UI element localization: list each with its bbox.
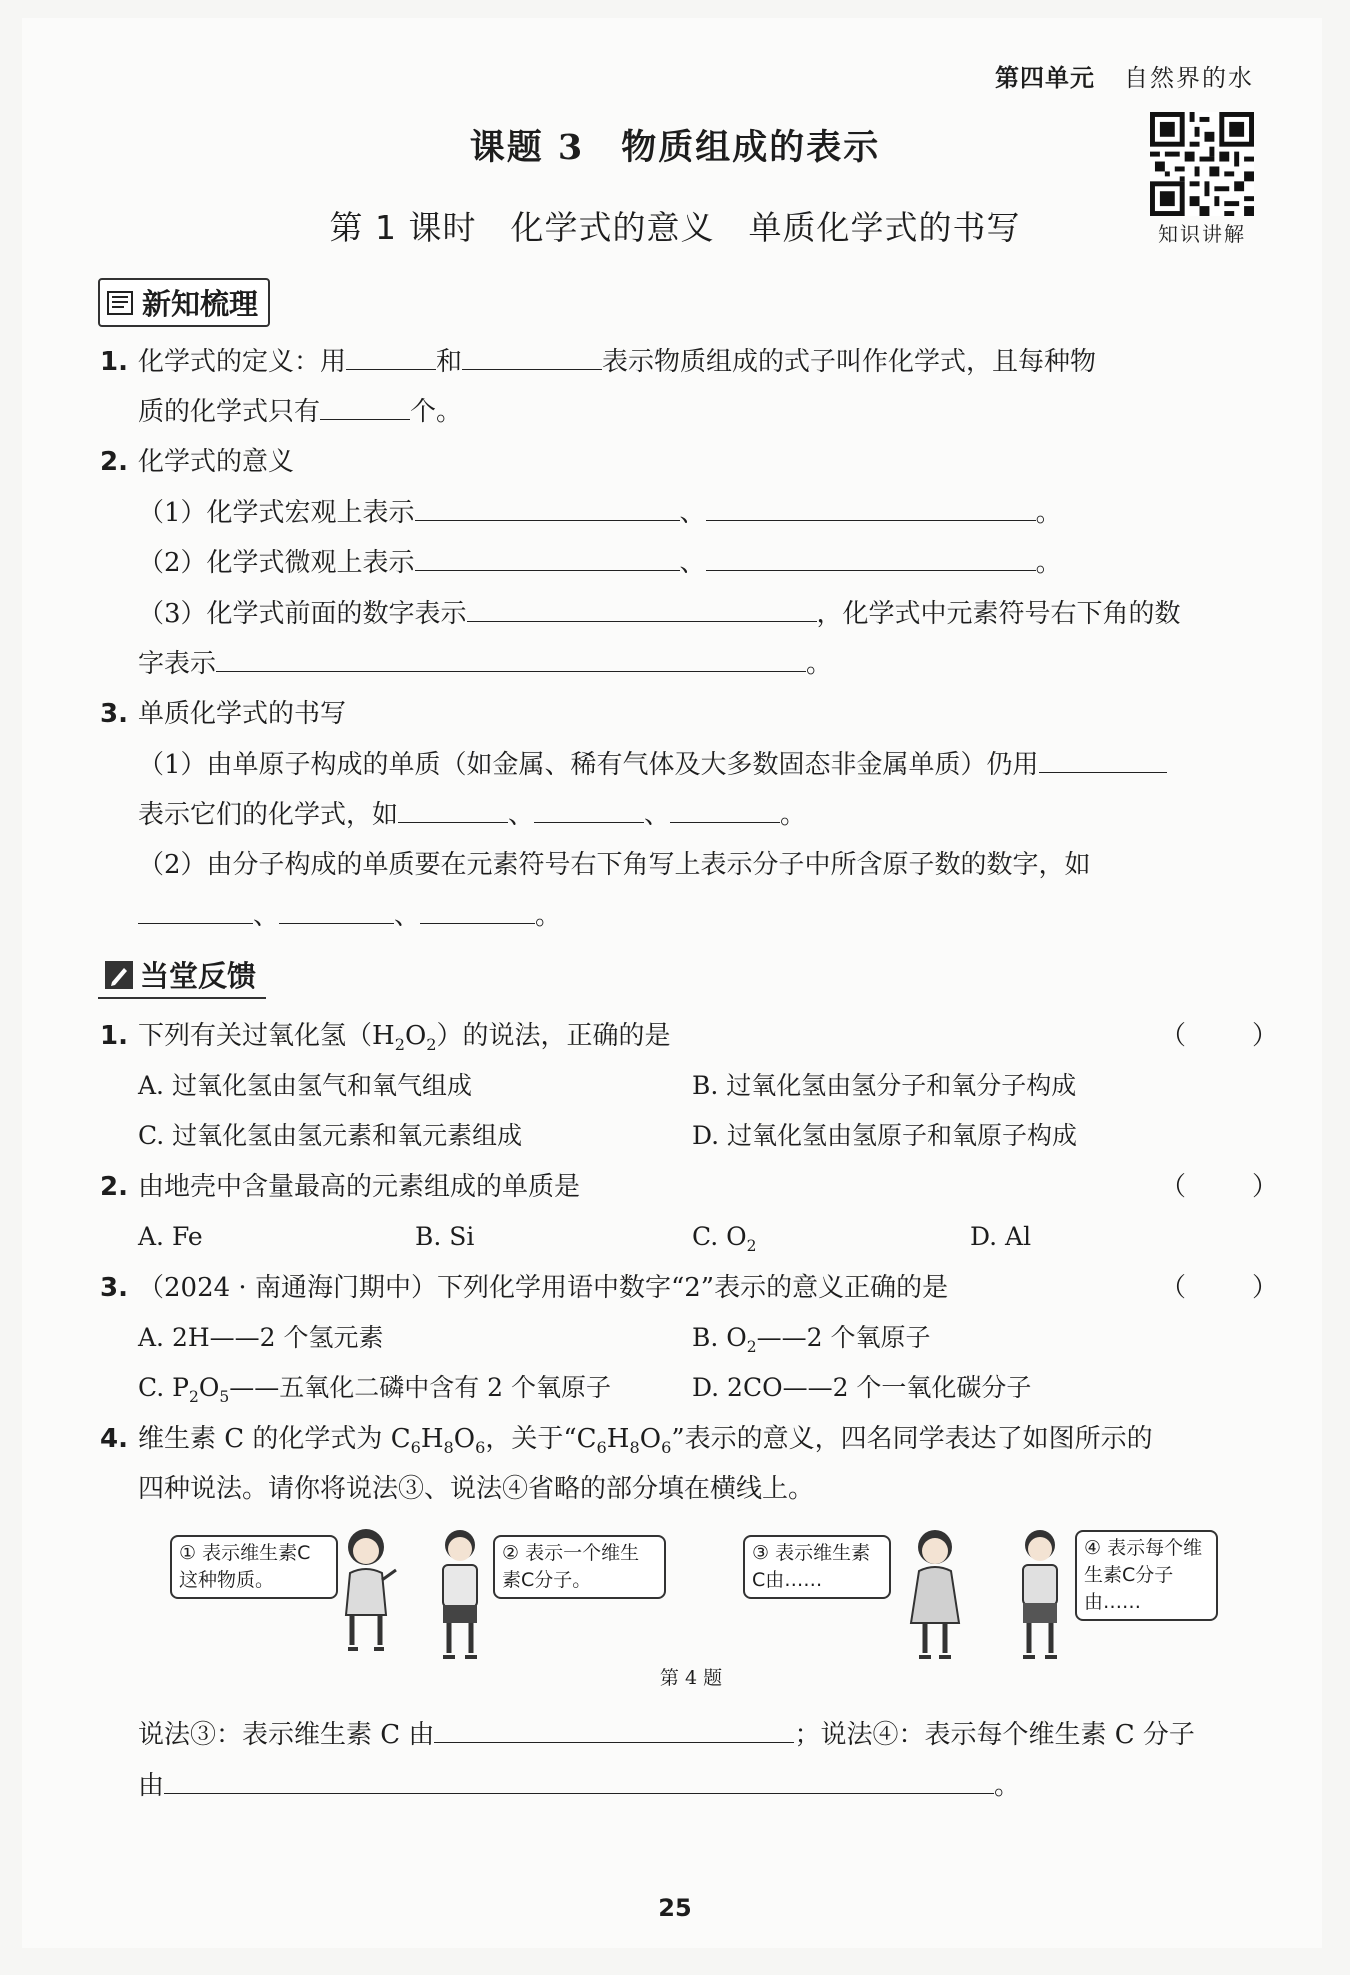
text: 维生素 C 的化学式为 C xyxy=(138,1424,411,1454)
section-title: 当堂反馈 xyxy=(140,959,257,993)
subscript: 2 xyxy=(426,1035,437,1055)
text: B. O xyxy=(692,1323,747,1352)
question-1-line-1 xyxy=(100,341,1255,382)
feedback-question-4-answer-cont xyxy=(100,1765,1255,1806)
answer-blank[interactable] xyxy=(462,341,602,370)
subscript: 6 xyxy=(410,1438,421,1458)
text: 、 xyxy=(644,800,671,830)
option-a[interactable]: A. 2H——2 个氢元素 xyxy=(138,1323,384,1352)
feedback-question-2 xyxy=(100,1167,1255,1207)
qr-label: 知识讲解 xyxy=(1158,222,1246,246)
option-c[interactable]: C. 过氧化氢由氢元素和氧元素组成 xyxy=(138,1121,523,1150)
text: 、 xyxy=(679,548,706,578)
question-3-part-2 xyxy=(100,845,1255,885)
answer-blank[interactable] xyxy=(467,593,817,622)
subscript: 6 xyxy=(475,1438,486,1458)
text: （1）由单原子构成的单质（如金属、稀有气体及大多数固态非金属单质）仍用 xyxy=(138,750,1039,780)
girl-figure-icon xyxy=(326,1525,406,1660)
text: 质的化学式只有 xyxy=(138,397,321,427)
text: O xyxy=(639,1424,662,1454)
book-icon xyxy=(106,288,136,318)
text: 。 xyxy=(1035,548,1062,578)
text: ，化学式中元素符号右下角的数 xyxy=(816,599,1181,629)
feedback-question-3 xyxy=(100,1268,1255,1308)
text: 、 xyxy=(394,901,421,931)
girl-figure-icon xyxy=(895,1525,975,1665)
question-2-part-3-cont xyxy=(100,643,1255,684)
text: 字表示 xyxy=(138,649,217,679)
feedback-question-4-answer xyxy=(100,1714,1255,1755)
option-c[interactable] xyxy=(138,1368,611,1417)
text: 四种说法。请你将说法③、说法④省略的部分填在横线上。 xyxy=(138,1474,815,1504)
question-number: 4. xyxy=(100,1424,128,1454)
text: H xyxy=(606,1424,630,1454)
text: （2024 · 南通海门期中）下列化学用语中数字“2”表示的意义正确的是 xyxy=(138,1273,949,1303)
text: 。 xyxy=(806,649,833,679)
answer-blank[interactable] xyxy=(1039,744,1167,773)
text: （2）由分子构成的单质要在元素符号右下角写上表示分子中所含原子数的数字，如 xyxy=(138,850,1091,880)
answer-blank[interactable] xyxy=(346,341,436,370)
section-title: 新知梳理 xyxy=(142,287,259,321)
option-d[interactable]: D. 过氧化氢由氢原子和氧原子构成 xyxy=(692,1121,1078,1150)
unit-label: 第四单元 xyxy=(995,64,1095,92)
boy-figure-icon xyxy=(425,1525,495,1665)
subscript: 8 xyxy=(629,1438,640,1458)
text: 下列有关过氧化氢（H xyxy=(138,1021,395,1051)
question-2-part-2 xyxy=(100,542,1255,583)
figure-caption: 第 4 题 xyxy=(659,1667,723,1689)
question-number: 1. xyxy=(100,1021,128,1051)
speech-bubble-4: ④ 表示每个维生素C分子由…… xyxy=(1075,1530,1218,1621)
option-b[interactable]: B. 过氧化氢由氢分子和氧分子构成 xyxy=(692,1071,1077,1100)
answer-parentheses[interactable]: （ ） xyxy=(1160,1172,1299,1202)
answer-parentheses[interactable]: （ ） xyxy=(1160,1021,1299,1051)
option-d[interactable]: D. 2CO——2 个一氧化碳分子 xyxy=(692,1373,1032,1402)
text: （2）化学式微观上表示 xyxy=(138,548,415,578)
subscript: 2 xyxy=(394,1035,405,1055)
text: ——2 个氧原子 xyxy=(756,1323,931,1352)
lesson-subtitle: 第 1 课时 化学式的意义 单质化学式的书写 xyxy=(329,208,1021,247)
subscript: 5 xyxy=(219,1388,230,1406)
text: C. P xyxy=(138,1373,189,1402)
text: （3）化学式前面的数字表示 xyxy=(138,599,467,629)
question-number: 3. xyxy=(100,699,128,729)
question-number: 3. xyxy=(100,1273,128,1303)
question-number: 2. xyxy=(100,447,128,477)
text: 。 xyxy=(535,901,562,931)
text: ”表示的意义，四名同学表达了如图所示的 xyxy=(671,1424,1153,1454)
answer-blank[interactable] xyxy=(434,1714,794,1743)
text: H xyxy=(420,1424,444,1454)
question-3-title xyxy=(100,694,1255,734)
text: 表示它们的化学式，如 xyxy=(138,800,399,830)
answer-parentheses[interactable]: （ ） xyxy=(1160,1273,1299,1303)
option-b[interactable]: B. Si xyxy=(415,1222,475,1251)
text: 和 xyxy=(436,347,463,377)
qr-code-icon[interactable] xyxy=(1150,112,1254,216)
question-2-part-3 xyxy=(100,593,1255,634)
text: 说法③：表示维生素 C 由 xyxy=(138,1720,435,1750)
option-d[interactable]: D. Al xyxy=(970,1222,1032,1251)
subscript: 6 xyxy=(661,1438,672,1458)
text: C. O xyxy=(692,1222,747,1251)
answer-blank[interactable] xyxy=(320,391,410,420)
text: ——五氧化二磷中含有 2 个氧原子 xyxy=(229,1373,612,1402)
option-c[interactable] xyxy=(692,1217,757,1266)
text: O xyxy=(453,1424,476,1454)
text: ）的说法，正确的是 xyxy=(436,1021,671,1051)
text: 。 xyxy=(994,1771,1021,1801)
answer-blank[interactable] xyxy=(420,895,535,924)
subscript: 2 xyxy=(746,1338,757,1356)
subscript: 2 xyxy=(188,1388,199,1406)
section-heading-new-knowledge xyxy=(98,278,270,327)
answer-blank[interactable] xyxy=(415,492,680,521)
text: 个。 xyxy=(410,397,463,427)
speech-bubble-2: ② 表示一个维生素C分子。 xyxy=(493,1535,666,1599)
option-b[interactable] xyxy=(692,1318,931,1367)
subscript: 8 xyxy=(443,1438,454,1458)
text: O xyxy=(404,1021,427,1051)
text: ，关于“C xyxy=(485,1424,597,1454)
text: 、 xyxy=(679,498,706,528)
text: 化学式的意义 xyxy=(138,447,295,477)
option-a[interactable]: A. 过氧化氢由氢气和氧气组成 xyxy=(138,1071,472,1100)
text: 、 xyxy=(253,901,280,931)
text: （1）化学式宏观上表示 xyxy=(138,498,415,528)
answer-blank[interactable] xyxy=(670,794,780,823)
question-3-part-1-cont xyxy=(100,794,1255,835)
question-1-line-2 xyxy=(100,391,1255,432)
lesson-title: 课题 3 物质组成的表示 xyxy=(469,127,881,168)
answer-blank[interactable] xyxy=(138,895,253,924)
feedback-question-1 xyxy=(100,1016,1255,1065)
subscript: 2 xyxy=(746,1237,757,1255)
answer-blank[interactable] xyxy=(398,794,508,823)
text: 表示物质组成的式子叫作化学式，且每种物 xyxy=(602,347,1097,377)
text: 单质化学式的书写 xyxy=(138,699,347,729)
question-3-part-2-cont xyxy=(100,895,1255,936)
speech-bubble-1: ① 表示维生素C这种物质。 xyxy=(170,1535,338,1599)
answer-blank[interactable] xyxy=(706,542,1036,571)
text: 化学式的定义：用 xyxy=(138,347,347,377)
text: 。 xyxy=(780,800,807,830)
text: O xyxy=(198,1373,220,1402)
text: ；说法④：表示每个维生素 C 分子 xyxy=(794,1720,1195,1750)
question-3-part-1 xyxy=(100,744,1255,785)
answer-blank[interactable] xyxy=(706,492,1036,521)
section-heading-feedback xyxy=(98,952,266,999)
subscript: 6 xyxy=(596,1438,607,1458)
question-number: 1. xyxy=(100,347,128,377)
answer-blank[interactable] xyxy=(164,1765,994,1794)
answer-blank[interactable] xyxy=(279,895,394,924)
option-a[interactable]: A. Fe xyxy=(138,1222,203,1251)
answer-blank[interactable] xyxy=(534,794,644,823)
question-2-part-1 xyxy=(100,492,1255,533)
page-number: 25 xyxy=(658,1894,692,1922)
text: 、 xyxy=(508,800,535,830)
question-2-title xyxy=(100,442,1255,482)
speech-bubble-3: ③ 表示维生素C由…… xyxy=(743,1535,891,1599)
question-number: 2. xyxy=(100,1172,128,1202)
text: 由地壳中含量最高的元素组成的单质是 xyxy=(138,1172,581,1202)
feedback-question-4-line-1 xyxy=(100,1419,1255,1468)
answer-blank[interactable] xyxy=(415,542,680,571)
text: 。 xyxy=(1035,498,1062,528)
text: 由 xyxy=(138,1771,165,1801)
feedback-question-4-line-2 xyxy=(100,1469,1255,1509)
pencil-icon xyxy=(104,960,134,990)
answer-blank[interactable] xyxy=(216,643,806,672)
boy-figure-icon xyxy=(1005,1525,1075,1665)
unit-title: 自然界的水 xyxy=(1124,64,1254,92)
